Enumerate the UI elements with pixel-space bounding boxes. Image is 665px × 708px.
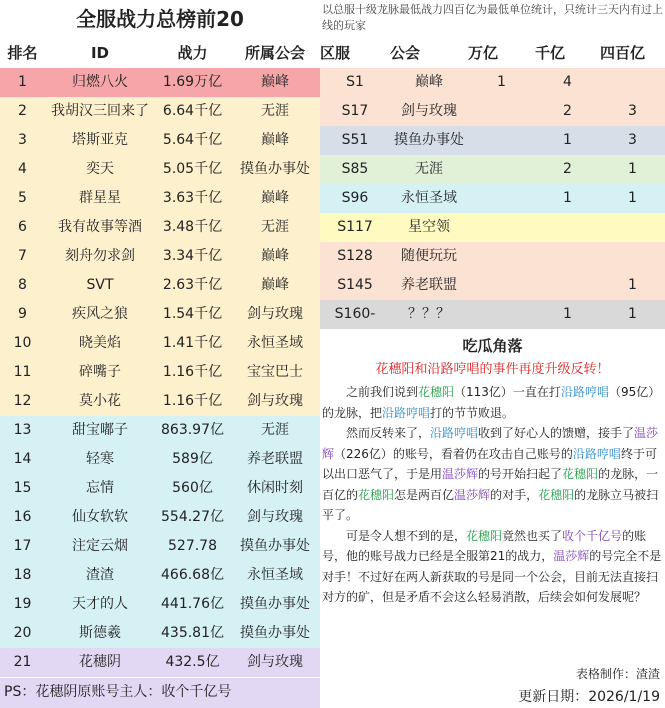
rank-cell: 20 (13, 625, 32, 641)
id-cell: 莫小花 (79, 393, 121, 409)
gossip-text-segment: 温莎辉 (454, 487, 491, 502)
id-cell: 塔斯亚克 (72, 132, 128, 148)
guild-cell: 无涯 (261, 422, 289, 438)
gossip-text-segment: 终于可以出口恶气了，于是用 (322, 446, 657, 481)
power-cell: 441.76亿 (161, 596, 224, 612)
sibai-cell: 3 (628, 132, 637, 148)
leaderboard-row (0, 358, 320, 387)
qian-cell (535, 242, 600, 271)
gossip-text-segment: 的账号，他的账号战力已经是全服第21的战力， (322, 528, 647, 563)
power-cell: 1.69万亿 (162, 74, 223, 90)
id-cell: 渣渣 (86, 567, 114, 583)
power-cell: 1.16千亿 (162, 393, 223, 409)
header-power: 战力 (177, 44, 208, 62)
gossip-text-segment: 花穗阳 (562, 467, 599, 481)
leaderboard-row (0, 416, 320, 445)
guild-cell: 随便玩玩 (401, 248, 457, 264)
power-cell: 1.16千亿 (162, 364, 223, 380)
gossip-text-segment: 沿路哼唱 (572, 446, 621, 461)
guild-cell: 永恒圣域 (401, 190, 457, 206)
server-cell: S17 (341, 103, 369, 119)
gossip-text-segment: 的号开始扫起了 (478, 467, 563, 481)
power-cell: 5.64千亿 (162, 132, 223, 148)
header-guild: 所属公会 (244, 44, 305, 62)
id-cell: 轻寒 (86, 451, 114, 467)
guild-cell: 剑与玫瑰 (247, 393, 303, 409)
server-cell: S128 (337, 248, 373, 264)
wan-cell (468, 300, 535, 329)
qian-cell (535, 271, 600, 300)
qian-cell (535, 213, 600, 242)
gossip-text-segment: 之前我们说到 (346, 385, 419, 399)
server-cell: S51 (341, 132, 369, 148)
id-cell: 注定云烟 (72, 538, 128, 554)
id-cell: 忘情 (86, 480, 114, 496)
power-cell: 3.48千亿 (162, 219, 223, 235)
gossip-text-segment: 沿路哼唱 (382, 405, 431, 420)
guild-cell: 永恒圣域 (247, 567, 303, 583)
power-cell: 1.41千亿 (162, 335, 223, 351)
guild-cell: 星空领 (408, 219, 450, 235)
guild-cell: 巅峰 (261, 190, 289, 206)
gossip-text-segment: （113亿）一直在打 (454, 385, 561, 399)
guild-cell: 无涯 (261, 103, 289, 119)
id-cell: 奕天 (86, 161, 114, 177)
leaderboard-row (0, 387, 320, 416)
server-cell: S96 (341, 190, 369, 206)
guild-cell: 巅峰 (261, 277, 289, 293)
guild-cell: 摸鱼办事处 (240, 596, 310, 612)
leaderboard-row (0, 329, 320, 358)
id-cell: 天才的人 (72, 596, 128, 612)
wan-cell (468, 242, 535, 271)
credit: 表格制作：渣渣 (575, 667, 660, 681)
id-cell: 斯德羲 (79, 625, 121, 641)
gossip-paragraph-1 (322, 382, 662, 423)
rank-cell: 13 (13, 422, 32, 438)
gossip-text-segment: 花穗阳 (538, 487, 575, 502)
power-cell: 863.97亿 (161, 422, 224, 438)
gossip-text-segment: 的龙脉立马被扫平了。 (322, 487, 659, 522)
rank-cell: 7 (18, 248, 27, 264)
rank-cell: 19 (13, 596, 32, 612)
wan-cell (468, 213, 535, 242)
server-row (320, 68, 665, 97)
guild-cell: 剑与玫瑰 (247, 306, 303, 322)
rank-cell: 21 (13, 654, 32, 670)
rank-cell: 17 (13, 538, 32, 554)
sibai-cell: 1 (628, 306, 637, 322)
power-cell: 5.05千亿 (162, 161, 223, 177)
qian-cell: 2 (563, 161, 572, 177)
gossip-text-segment: 花穗阳 (466, 528, 503, 543)
sibai-cell: 3 (628, 103, 637, 119)
guild-cell: ？？？ (408, 306, 450, 322)
server-table-header (320, 38, 665, 68)
server-row (320, 155, 665, 184)
gossip-text-segment: 的龙脉，一百亿的 (322, 467, 659, 502)
server-row (320, 300, 665, 329)
server-row (320, 271, 665, 300)
power-cell: 435.81亿 (161, 625, 224, 641)
sibai-cell (600, 242, 665, 271)
gossip-text-segment: 竟然也买了 (502, 528, 563, 543)
server-row (320, 213, 665, 242)
gossip-text-segment: 收个千亿号 (562, 528, 623, 543)
qian-cell: 2 (563, 103, 572, 119)
gossip-paragraph-3 (322, 526, 662, 608)
leaderboard-row (0, 619, 320, 648)
server-cell: S85 (341, 161, 369, 177)
gossip-title: 吃瓜角落 (462, 337, 523, 355)
gossip-text-segment: 沿路哼唱 (560, 385, 609, 399)
leaderboard-footnote: PS：花穗阴原账号主人：收个千亿号 (0, 678, 320, 708)
id-cell: 归燃八火 (72, 74, 128, 90)
power-cell: 2.63千亿 (162, 277, 223, 293)
guild-cell: 剑与玫瑰 (401, 103, 457, 119)
rank-cell: 18 (13, 567, 32, 583)
rank-cell: 9 (18, 306, 27, 322)
leaderboard-row (0, 184, 320, 213)
power-cell: 3.63千亿 (162, 190, 223, 206)
update-date: 更新日期：2026/1/19 (518, 689, 660, 705)
server-cell: S117 (337, 219, 373, 235)
server-table (320, 68, 665, 329)
sibai-cell (600, 213, 665, 242)
wan-cell (468, 155, 535, 184)
rank-cell: 11 (13, 364, 32, 380)
rank-cell: 16 (13, 509, 32, 525)
id-cell: 群星星 (79, 190, 121, 206)
rank-cell: 1 (18, 74, 27, 90)
header-id: ID (90, 44, 110, 62)
leaderboard-row (0, 68, 320, 97)
rank-cell: 4 (18, 161, 27, 177)
guild-cell: 摸鱼办事处 (240, 538, 310, 554)
gossip-text-segment: 的对手， (490, 487, 539, 502)
leaderboard-row (0, 561, 320, 590)
id-cell: 刻舟勿求剑 (65, 248, 135, 264)
gossip-text-segment: 花穗阳 (358, 487, 395, 502)
guild-cell: 摸鱼办事处 (394, 132, 464, 148)
guild-cell: 摸鱼办事处 (240, 161, 310, 177)
rank-cell: 2 (18, 103, 27, 119)
gossip-paragraph-2 (322, 423, 662, 526)
gossip-text-segment: 温莎辉 (442, 467, 479, 481)
rank-cell: 6 (18, 219, 27, 235)
guild-cell: 剑与玫瑰 (247, 654, 303, 670)
header-guild: 公会 (390, 44, 421, 62)
sibai-cell: 1 (628, 161, 637, 177)
id-cell: 甜宝嘟子 (72, 422, 128, 438)
guild-cell: 休闲时刻 (247, 480, 303, 496)
leaderboard-title: 全服战力总榜前20 (76, 7, 244, 31)
wan-cell (468, 126, 535, 155)
gossip-text-segment: 温莎辉 (553, 549, 590, 563)
leaderboard-row (0, 445, 320, 474)
wan-cell (468, 97, 535, 126)
qian-cell: 1 (563, 132, 572, 148)
id-cell: 我有故事等酒 (58, 219, 142, 235)
gossip-text-segment: 打的节节败退。 (430, 405, 515, 420)
power-cell: 6.64千亿 (162, 103, 223, 119)
leaderboard-row (0, 155, 320, 184)
power-cell: 554.27亿 (161, 509, 224, 525)
server-cell: S160- (334, 306, 376, 322)
leaderboard-row (0, 242, 320, 271)
power-cell: 3.34千亿 (162, 248, 223, 264)
header-qian: 千亿 (535, 44, 566, 62)
gossip-text-segment: （226亿）的账号，看着仍在攻击自己账号的 (334, 446, 573, 461)
sibai-cell: 1 (628, 277, 637, 293)
gossip-subtitle: 花穗阳和沿路哼唱的事件再度升级反转！ (375, 362, 610, 377)
server-cell: S145 (337, 277, 373, 293)
gossip-text-segment: 的号完全不是对手！不过好在两人新获取的号是同一个公会，目前无法直接扫对方的矿，但是矛盾不会这么轻易消散，后续会如何发展呢？ (322, 549, 662, 604)
qian-cell: 4 (563, 74, 572, 90)
server-row (320, 184, 665, 213)
server-row (320, 97, 665, 126)
stats-note: 以总服十级龙脉最低战力四百亿为最低单位统计，只统计三天内有过上线的玩家 (322, 3, 663, 32)
power-cell: 466.68亿 (161, 567, 224, 583)
header-sibai: 四百亿 (600, 44, 646, 62)
header-server: 区服 (320, 44, 351, 62)
wan-cell (468, 271, 535, 300)
sibai-cell: 1 (628, 190, 637, 206)
leaderboard-header (0, 38, 320, 68)
leaderboard-row (0, 300, 320, 329)
id-cell: 仙女软软 (72, 509, 128, 525)
header-rank: 排名 (7, 44, 38, 62)
power-cell: 1.54千亿 (162, 306, 223, 322)
guild-cell: 永恒圣域 (247, 335, 303, 351)
server-cell: S1 (346, 74, 364, 90)
power-cell: 560亿 (172, 480, 213, 496)
leaderboard-table (0, 68, 320, 677)
power-cell: 432.5亿 (165, 654, 220, 670)
guild-cell: 养老联盟 (401, 277, 457, 293)
power-cell: 589亿 (172, 451, 213, 467)
gossip-text-segment: 收到了好心人的馈赠，接手了 (478, 426, 635, 440)
leaderboard-row (0, 271, 320, 300)
gossip-text-segment: 花穗阳 (418, 385, 455, 399)
guild-cell: 巅峰 (261, 132, 289, 148)
sibai-cell (600, 68, 665, 97)
leaderboard-row (0, 97, 320, 126)
leaderboard-row (0, 503, 320, 532)
wan-cell: 1 (497, 74, 506, 90)
id-cell: 花穗阴 (79, 654, 121, 670)
power-cell: 527.78 (168, 538, 217, 554)
guild-cell: 养老联盟 (247, 451, 303, 467)
id-cell: 我胡汉三回来了 (51, 103, 149, 119)
guild-cell: 巅峰 (261, 248, 289, 264)
server-row (320, 126, 665, 155)
gossip-text-segment: 然而反转来了， (346, 426, 431, 440)
id-cell: 晓美焰 (79, 335, 121, 351)
leaderboard-row (0, 590, 320, 619)
id-cell: SVT (86, 277, 114, 293)
id-cell: 疾风之狼 (72, 306, 128, 322)
rank-cell: 14 (13, 451, 32, 467)
gossip-text-segment: 沿路哼唱 (430, 426, 479, 440)
wan-cell (468, 184, 535, 213)
rank-cell: 12 (13, 393, 32, 409)
guild-cell: 摸鱼办事处 (240, 625, 310, 641)
id-cell: 碎嘴子 (79, 364, 121, 380)
gossip-text-segment: （95亿）的龙脉，把 (322, 385, 661, 420)
gossip-text-segment: 可是令人想不到的是， (346, 528, 467, 543)
gossip-body (322, 382, 662, 608)
guild-cell: 无涯 (261, 219, 289, 235)
leaderboard-row (0, 213, 320, 242)
server-row (320, 242, 665, 271)
guild-cell: 宝宝巴士 (247, 364, 303, 380)
guild-cell: 剑与玫瑰 (247, 509, 303, 525)
rank-cell: 8 (18, 277, 27, 293)
guild-cell: 巅峰 (415, 74, 443, 90)
rank-cell: 3 (18, 132, 27, 148)
guild-cell: 无涯 (415, 161, 443, 177)
guild-cell: 巅峰 (261, 74, 289, 90)
rank-cell: 10 (13, 335, 32, 351)
header-wan: 万亿 (468, 44, 499, 62)
gossip-text-segment: 怎是两百亿 (394, 487, 455, 502)
qian-cell: 1 (563, 190, 572, 206)
leaderboard-row (0, 474, 320, 503)
rank-cell: 15 (13, 480, 32, 496)
qian-cell: 1 (563, 306, 572, 322)
leaderboard-row (0, 532, 320, 561)
rank-cell: 5 (18, 190, 27, 206)
gossip-text-segment: 温莎辉 (322, 426, 659, 461)
leaderboard-row (0, 126, 320, 155)
leaderboard-row (0, 648, 320, 677)
